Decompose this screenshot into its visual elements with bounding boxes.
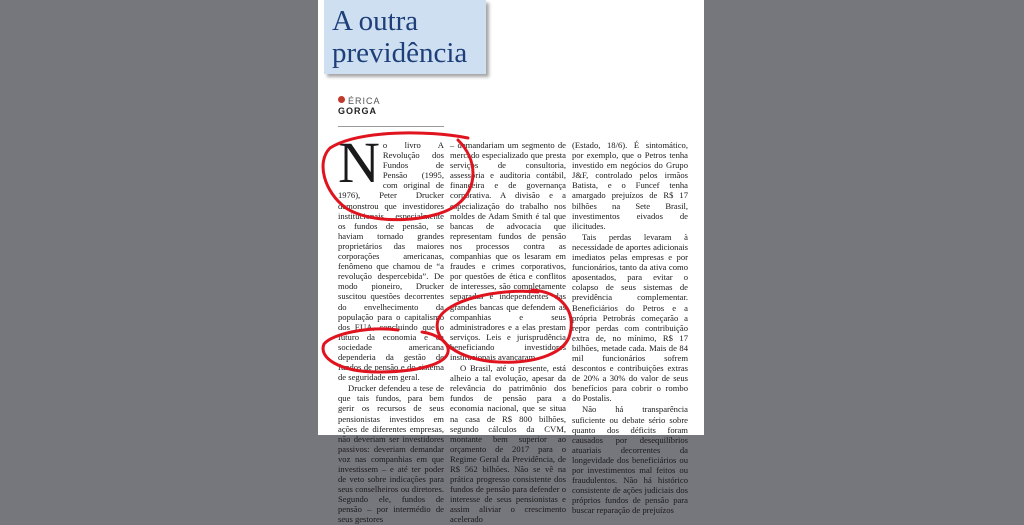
newspaper-page — [318, 0, 704, 525]
headline-line-2: previdência — [332, 37, 468, 69]
author-first-name: ÉRICA — [348, 96, 381, 106]
author-byline — [338, 96, 381, 116]
headline-box — [324, 0, 486, 74]
author-last-name: GORGA — [338, 106, 378, 116]
paragraph: Drucker defendeu a tese de que tais fundos, para bem gerir os recursos de seus pensionistas investidos em ações de diferentes empresas, não deveriam ser investidores passivos: deveriam demandar voz nas companhias em que investissem – e até ter poder de veto sobre indicações para seus conselheiros ou diretores. Segundo ele, fundos de pensão – por intermédio de seus gestores — [338, 383, 444, 525]
headline-line-1: A outra — [332, 5, 419, 37]
drop-cap: N — [338, 130, 380, 195]
paragraph: (Estado, 18/6). É sintomático, por exemplo, que o Petros tenha investido em negócios do Grupo J&F, controlado pelos irmãos Batista, e o Funcef tenha amargado prejuízos de R$ 17 bilhões na Sete Brasil, investimentos eivados de ilicitudes. — [572, 140, 688, 231]
paragraph: Não há transparência suficiente ou debate sério sobre quanto dos déficits foram causados por desequilíbrios atuariais decorrentes da longevidade dos beneficiários ou por investimentos mal feitos ou fraudulentos. Não há histórico consistente de ações judiciais dos próprios fundos de pensão para buscar reparação de prejuízos — [572, 404, 688, 516]
article-column-3 — [572, 140, 688, 516]
article-column-2 — [450, 140, 566, 525]
paragraph: O Brasil, até o presente, está alheio a tal evolução, apesar da relevância do patrimônio dos fundos de pensão para a economia nacional, que se situa na casa de R$ 800 bilhões, segundo cálculos da CVM, montante bem superior ao orçamento de 2017 para o Regime Geral da Previdência, de R$ 562 bilhões. Não se vê na prática progresso consistente dos fundos de pensão para defender o interesse de seus pensionistas e assim aliviar o crescimento acelerado — [450, 363, 566, 525]
paragraph: – demandariam um segmento de mercado especializado que presta serviços de consultoria, assessoria e auditoria contábil, financeira e de governança corporativa. A divisão e a especialização do trabalho nos moldes de Adam Smith é tal que bancas de advocacia que representam fundos de pensão nos processos contra as companhias que os lesaram em fraudes e crimes corporativos, por questões de ética e conflitos de interesses, são completamente separadas e independentes das grandes bancas que defendem as companhias e seus administradores e a elas prestam serviços. Leis e jurisprudência beneficiando investidores institucionais avançaram. — [450, 140, 566, 362]
paragraph: Tais perdas levaram à necessidade de aportes adicionais imediatos pelas empresas e por funcionários, tanto da ativa como aposentados, para evitar o colapso de seus sistemas de previdência complementar. Beneficiários do Petros e a própria Petrobrás começarão a repor perdas com contribuição extra de, no mínimo, R$ 17 bilhões, metade cada. Mais de 84 mil funcionários sofrem descontos e contribuições extras de 20% a 30% do valor de seus benefícios para cobrir o rombo do Postalis. — [572, 231, 688, 404]
byline-divider — [338, 126, 444, 127]
article-column-1 — [338, 130, 444, 525]
paragraph: No livro A Revolução dos Fundos de Pensão (1995, com original de 1976), Peter Drucker demonstrou que investidores institucionais, especialmente os fundos de pensão, se haviam tornado grandes proprietários das maiores corporações americanas, fenômeno que chamou de “a revolução despercebida”. De modo pioneiro, Drucker suscitou questões decorrentes do envelhecimento da população para o capitalismo dos EUA, concluindo que o futuro da economia e da sociedade americana dependeria da gestão de fundos de pensão e do sistema de seguridade em geral. — [338, 130, 444, 383]
